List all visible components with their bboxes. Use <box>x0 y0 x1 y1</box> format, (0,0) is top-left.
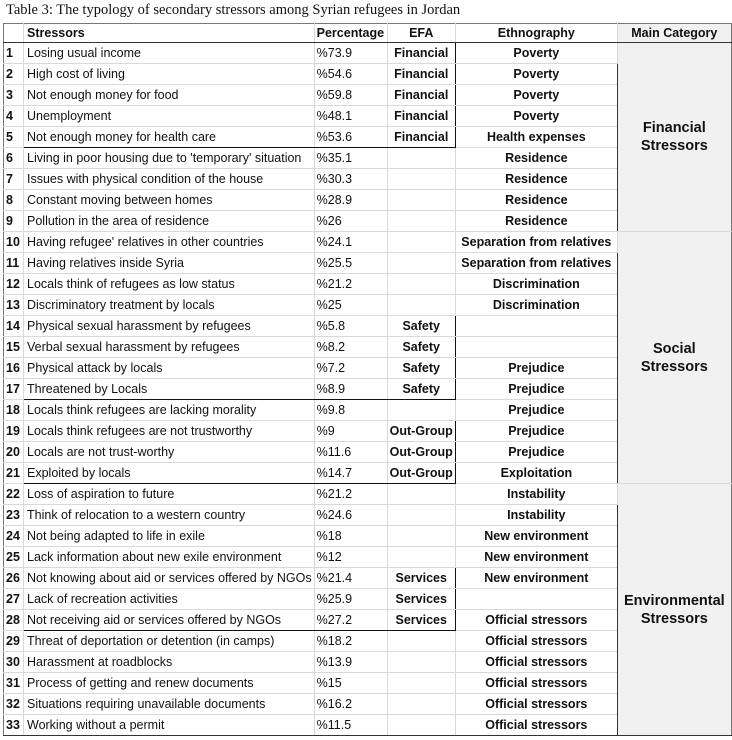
percentage-cell: %54.6 <box>314 64 387 85</box>
ethnography-cell <box>455 589 617 610</box>
percentage-cell: %24.1 <box>314 232 387 253</box>
stressor-cell: Not knowing about aid or services offered by NGOs <box>24 568 315 589</box>
stressor-cell: Constant moving between homes <box>24 190 315 211</box>
row-number: 33 <box>4 715 24 736</box>
percentage-cell: %21.2 <box>314 274 387 295</box>
category-label-line: Social <box>652 340 696 357</box>
efa-cell <box>387 232 455 253</box>
ethnography-cell: Poverty <box>455 64 617 85</box>
stressor-cell: Lack of recreation activities <box>24 589 315 610</box>
efa-cell <box>387 400 455 421</box>
ethnography-cell: Prejudice <box>455 379 617 400</box>
percentage-cell: %26 <box>314 211 387 232</box>
efa-cell: Safety <box>387 316 455 337</box>
percentage-cell: %30.3 <box>314 169 387 190</box>
header-stressors: Stressors <box>24 24 315 43</box>
percentage-cell: %59.8 <box>314 85 387 106</box>
efa-cell <box>387 652 455 673</box>
percentage-cell: %15 <box>314 673 387 694</box>
ethnography-cell: Instability <box>455 484 617 505</box>
stressor-cell: High cost of living <box>24 64 315 85</box>
efa-cell: Safety <box>387 337 455 358</box>
stressor-cell: Verbal sexual harassment by refugees <box>24 337 315 358</box>
row-number: 5 <box>4 127 24 148</box>
efa-cell: Financial <box>387 64 455 85</box>
row-number: 8 <box>4 190 24 211</box>
table-body <box>4 43 732 736</box>
efa-cell <box>387 148 455 169</box>
percentage-cell: %16.2 <box>314 694 387 715</box>
stressor-cell: Not enough money for food <box>24 85 315 106</box>
row-number: 17 <box>4 379 24 400</box>
percentage-cell: %8.2 <box>314 337 387 358</box>
efa-cell: Services <box>387 568 455 589</box>
percentage-cell: %24.6 <box>314 505 387 526</box>
row-number: 28 <box>4 610 24 631</box>
row-number: 22 <box>4 484 24 505</box>
row-number: 23 <box>4 505 24 526</box>
ethnography-cell: Separation from relatives <box>455 253 617 274</box>
ethnography-cell: Official stressors <box>455 631 617 652</box>
stressors-table <box>3 23 732 736</box>
efa-cell <box>387 169 455 190</box>
percentage-cell: %12 <box>314 547 387 568</box>
ethnography-cell: Official stressors <box>455 715 617 736</box>
category-label-line: Stressors <box>640 358 708 375</box>
row-number: 25 <box>4 547 24 568</box>
percentage-cell: %9 <box>314 421 387 442</box>
ethnography-cell: Official stressors <box>455 610 617 631</box>
category-label-line: Stressors <box>640 138 708 154</box>
efa-cell <box>387 295 455 316</box>
efa-cell: Safety <box>387 379 455 400</box>
percentage-cell: %18 <box>314 526 387 547</box>
percentage-cell: %73.9 <box>314 43 387 64</box>
percentage-cell: %21.2 <box>314 484 387 505</box>
efa-cell <box>387 505 455 526</box>
header-main-category: Main Category <box>617 24 731 43</box>
ethnography-cell: New environment <box>455 526 617 547</box>
row-number: 19 <box>4 421 24 442</box>
row-number: 4 <box>4 106 24 127</box>
ethnography-cell: Exploitation <box>455 463 617 484</box>
ethnography-cell: New environment <box>455 547 617 568</box>
ethnography-cell: Separation from relatives <box>455 232 617 253</box>
stressor-cell: Threat of deportation or detention (in camps) <box>24 631 315 652</box>
row-number: 26 <box>4 568 24 589</box>
percentage-cell: %25 <box>314 295 387 316</box>
stressor-cell: Loss of aspiration to future <box>24 484 315 505</box>
efa-cell: Financial <box>387 85 455 106</box>
efa-cell <box>387 715 455 736</box>
percentage-cell: %7.2 <box>314 358 387 379</box>
row-number: 13 <box>4 295 24 316</box>
efa-cell: Financial <box>387 127 455 148</box>
efa-cell: Financial <box>387 106 455 127</box>
row-number: 12 <box>4 274 24 295</box>
efa-cell: Services <box>387 589 455 610</box>
efa-cell <box>387 547 455 568</box>
percentage-cell: %48.1 <box>314 106 387 127</box>
stressor-cell: Exploited by locals <box>24 463 315 484</box>
ethnography-cell: Poverty <box>455 106 617 127</box>
table-row <box>4 43 732 64</box>
efa-cell <box>387 190 455 211</box>
stressor-cell: Harassment at roadblocks <box>24 652 315 673</box>
percentage-cell: %11.6 <box>314 442 387 463</box>
ethnography-cell: Health expenses <box>455 127 617 148</box>
percentage-cell: %11.5 <box>314 715 387 736</box>
efa-cell <box>387 484 455 505</box>
stressor-cell: Physical sexual harassment by refugees <box>24 316 315 337</box>
ethnography-cell: Residence <box>455 169 617 190</box>
ethnography-cell <box>455 337 617 358</box>
efa-cell: Out-Group <box>387 421 455 442</box>
percentage-cell: %27.2 <box>314 610 387 631</box>
stressor-cell: Lack information about new exile environment <box>24 547 315 568</box>
row-number: 11 <box>4 253 24 274</box>
row-number: 9 <box>4 211 24 232</box>
efa-cell <box>387 526 455 547</box>
stressor-cell: Having relatives inside Syria <box>24 253 315 274</box>
percentage-cell: %8.9 <box>314 379 387 400</box>
stressor-cell: Working without a permit <box>24 715 315 736</box>
stressor-cell: Locals are not trust-worthy <box>24 442 315 463</box>
row-number: 21 <box>4 463 24 484</box>
efa-cell <box>387 631 455 652</box>
efa-cell <box>387 211 455 232</box>
ethnography-cell: Instability <box>455 505 617 526</box>
table-header-row <box>4 24 732 43</box>
stressor-cell: Not receiving aid or services offered by NGOs <box>24 610 315 631</box>
table-row <box>4 232 732 253</box>
efa-cell: Financial <box>387 43 455 64</box>
stressor-cell: Not enough money for health care <box>24 127 315 148</box>
category-label-line: Financial <box>642 120 706 136</box>
ethnography-cell: Prejudice <box>455 400 617 421</box>
stressor-cell: Losing usual income <box>24 43 315 64</box>
header-percentage: Percentage <box>314 24 387 43</box>
efa-cell: Out-Group <box>387 442 455 463</box>
row-number: 1 <box>4 43 24 64</box>
efa-cell: Safety <box>387 358 455 379</box>
row-number: 24 <box>4 526 24 547</box>
percentage-cell: %21.4 <box>314 568 387 589</box>
stressor-cell: Locals think of refugees as low status <box>24 274 315 295</box>
row-number: 27 <box>4 589 24 610</box>
header-ethnography: Ethnography <box>455 24 617 43</box>
row-number: 10 <box>4 232 24 253</box>
stressor-cell: Unemployment <box>24 106 315 127</box>
category-environmental <box>617 484 731 736</box>
percentage-cell: %25.9 <box>314 589 387 610</box>
percentage-cell: %14.7 <box>314 463 387 484</box>
row-number: 15 <box>4 337 24 358</box>
stressor-cell: Not being adapted to life in exile <box>24 526 315 547</box>
stressor-cell: Discriminatory treatment by locals <box>24 295 315 316</box>
stressor-cell: Situations requiring unavailable documents <box>24 694 315 715</box>
row-number: 16 <box>4 358 24 379</box>
efa-cell: Out-Group <box>387 463 455 484</box>
category-label-line: Environmental <box>623 592 725 609</box>
ethnography-cell: Prejudice <box>455 421 617 442</box>
efa-cell <box>387 694 455 715</box>
ethnography-cell: Official stressors <box>455 694 617 715</box>
ethnography-cell: Poverty <box>455 85 617 106</box>
percentage-cell: %28.9 <box>314 190 387 211</box>
ethnography-cell: Poverty <box>455 43 617 64</box>
percentage-cell: %53.6 <box>314 127 387 148</box>
efa-cell <box>387 274 455 295</box>
ethnography-cell: Official stressors <box>455 652 617 673</box>
efa-cell <box>387 673 455 694</box>
percentage-cell: %18.2 <box>314 631 387 652</box>
row-number: 18 <box>4 400 24 421</box>
ethnography-cell: Prejudice <box>455 442 617 463</box>
category-financial <box>617 43 731 232</box>
ethnography-cell: Prejudice <box>455 358 617 379</box>
stressor-cell: Locals think refugees are lacking morality <box>24 400 315 421</box>
row-number: 3 <box>4 85 24 106</box>
header-number <box>4 24 24 43</box>
row-number: 20 <box>4 442 24 463</box>
row-number: 29 <box>4 631 24 652</box>
stressor-cell: Threatened by Locals <box>24 379 315 400</box>
percentage-cell: %25.5 <box>314 253 387 274</box>
percentage-cell: %13.9 <box>314 652 387 673</box>
efa-cell <box>387 253 455 274</box>
row-number: 14 <box>4 316 24 337</box>
table-row <box>4 484 732 505</box>
percentage-cell: %9.8 <box>314 400 387 421</box>
ethnography-cell: Discrimination <box>455 274 617 295</box>
row-number: 6 <box>4 148 24 169</box>
stressor-cell: Pollution in the area of residence <box>24 211 315 232</box>
stressor-cell: Process of getting and renew documents <box>24 673 315 694</box>
ethnography-cell: Residence <box>455 148 617 169</box>
row-number: 30 <box>4 652 24 673</box>
efa-cell: Services <box>387 610 455 631</box>
ethnography-cell: Residence <box>455 211 617 232</box>
stressor-cell: Physical attack by locals <box>24 358 315 379</box>
ethnography-cell <box>455 316 617 337</box>
row-number: 32 <box>4 694 24 715</box>
category-label-line: Stressors <box>640 610 708 627</box>
ethnography-cell: Official stressors <box>455 673 617 694</box>
ethnography-cell: Discrimination <box>455 295 617 316</box>
stressor-cell: Living in poor housing due to 'temporary' situation <box>24 148 315 169</box>
header-efa: EFA <box>387 24 455 43</box>
stressor-cell: Issues with physical condition of the house <box>24 169 315 190</box>
stressor-cell: Locals think refugees are not trustworthy <box>24 421 315 442</box>
row-number: 7 <box>4 169 24 190</box>
row-number: 31 <box>4 673 24 694</box>
stressor-cell: Think of relocation to a western country <box>24 505 315 526</box>
percentage-cell: %5.8 <box>314 316 387 337</box>
table-caption: Table 3: The typology of secondary stressors among Syrian refugees in Jordan <box>6 2 461 18</box>
ethnography-cell: Residence <box>455 190 617 211</box>
ethnography-cell: New environment <box>455 568 617 589</box>
stressor-cell: Having refugee' relatives in other countries <box>24 232 315 253</box>
percentage-cell: %35.1 <box>314 148 387 169</box>
category-social <box>617 232 731 484</box>
row-number: 2 <box>4 64 24 85</box>
